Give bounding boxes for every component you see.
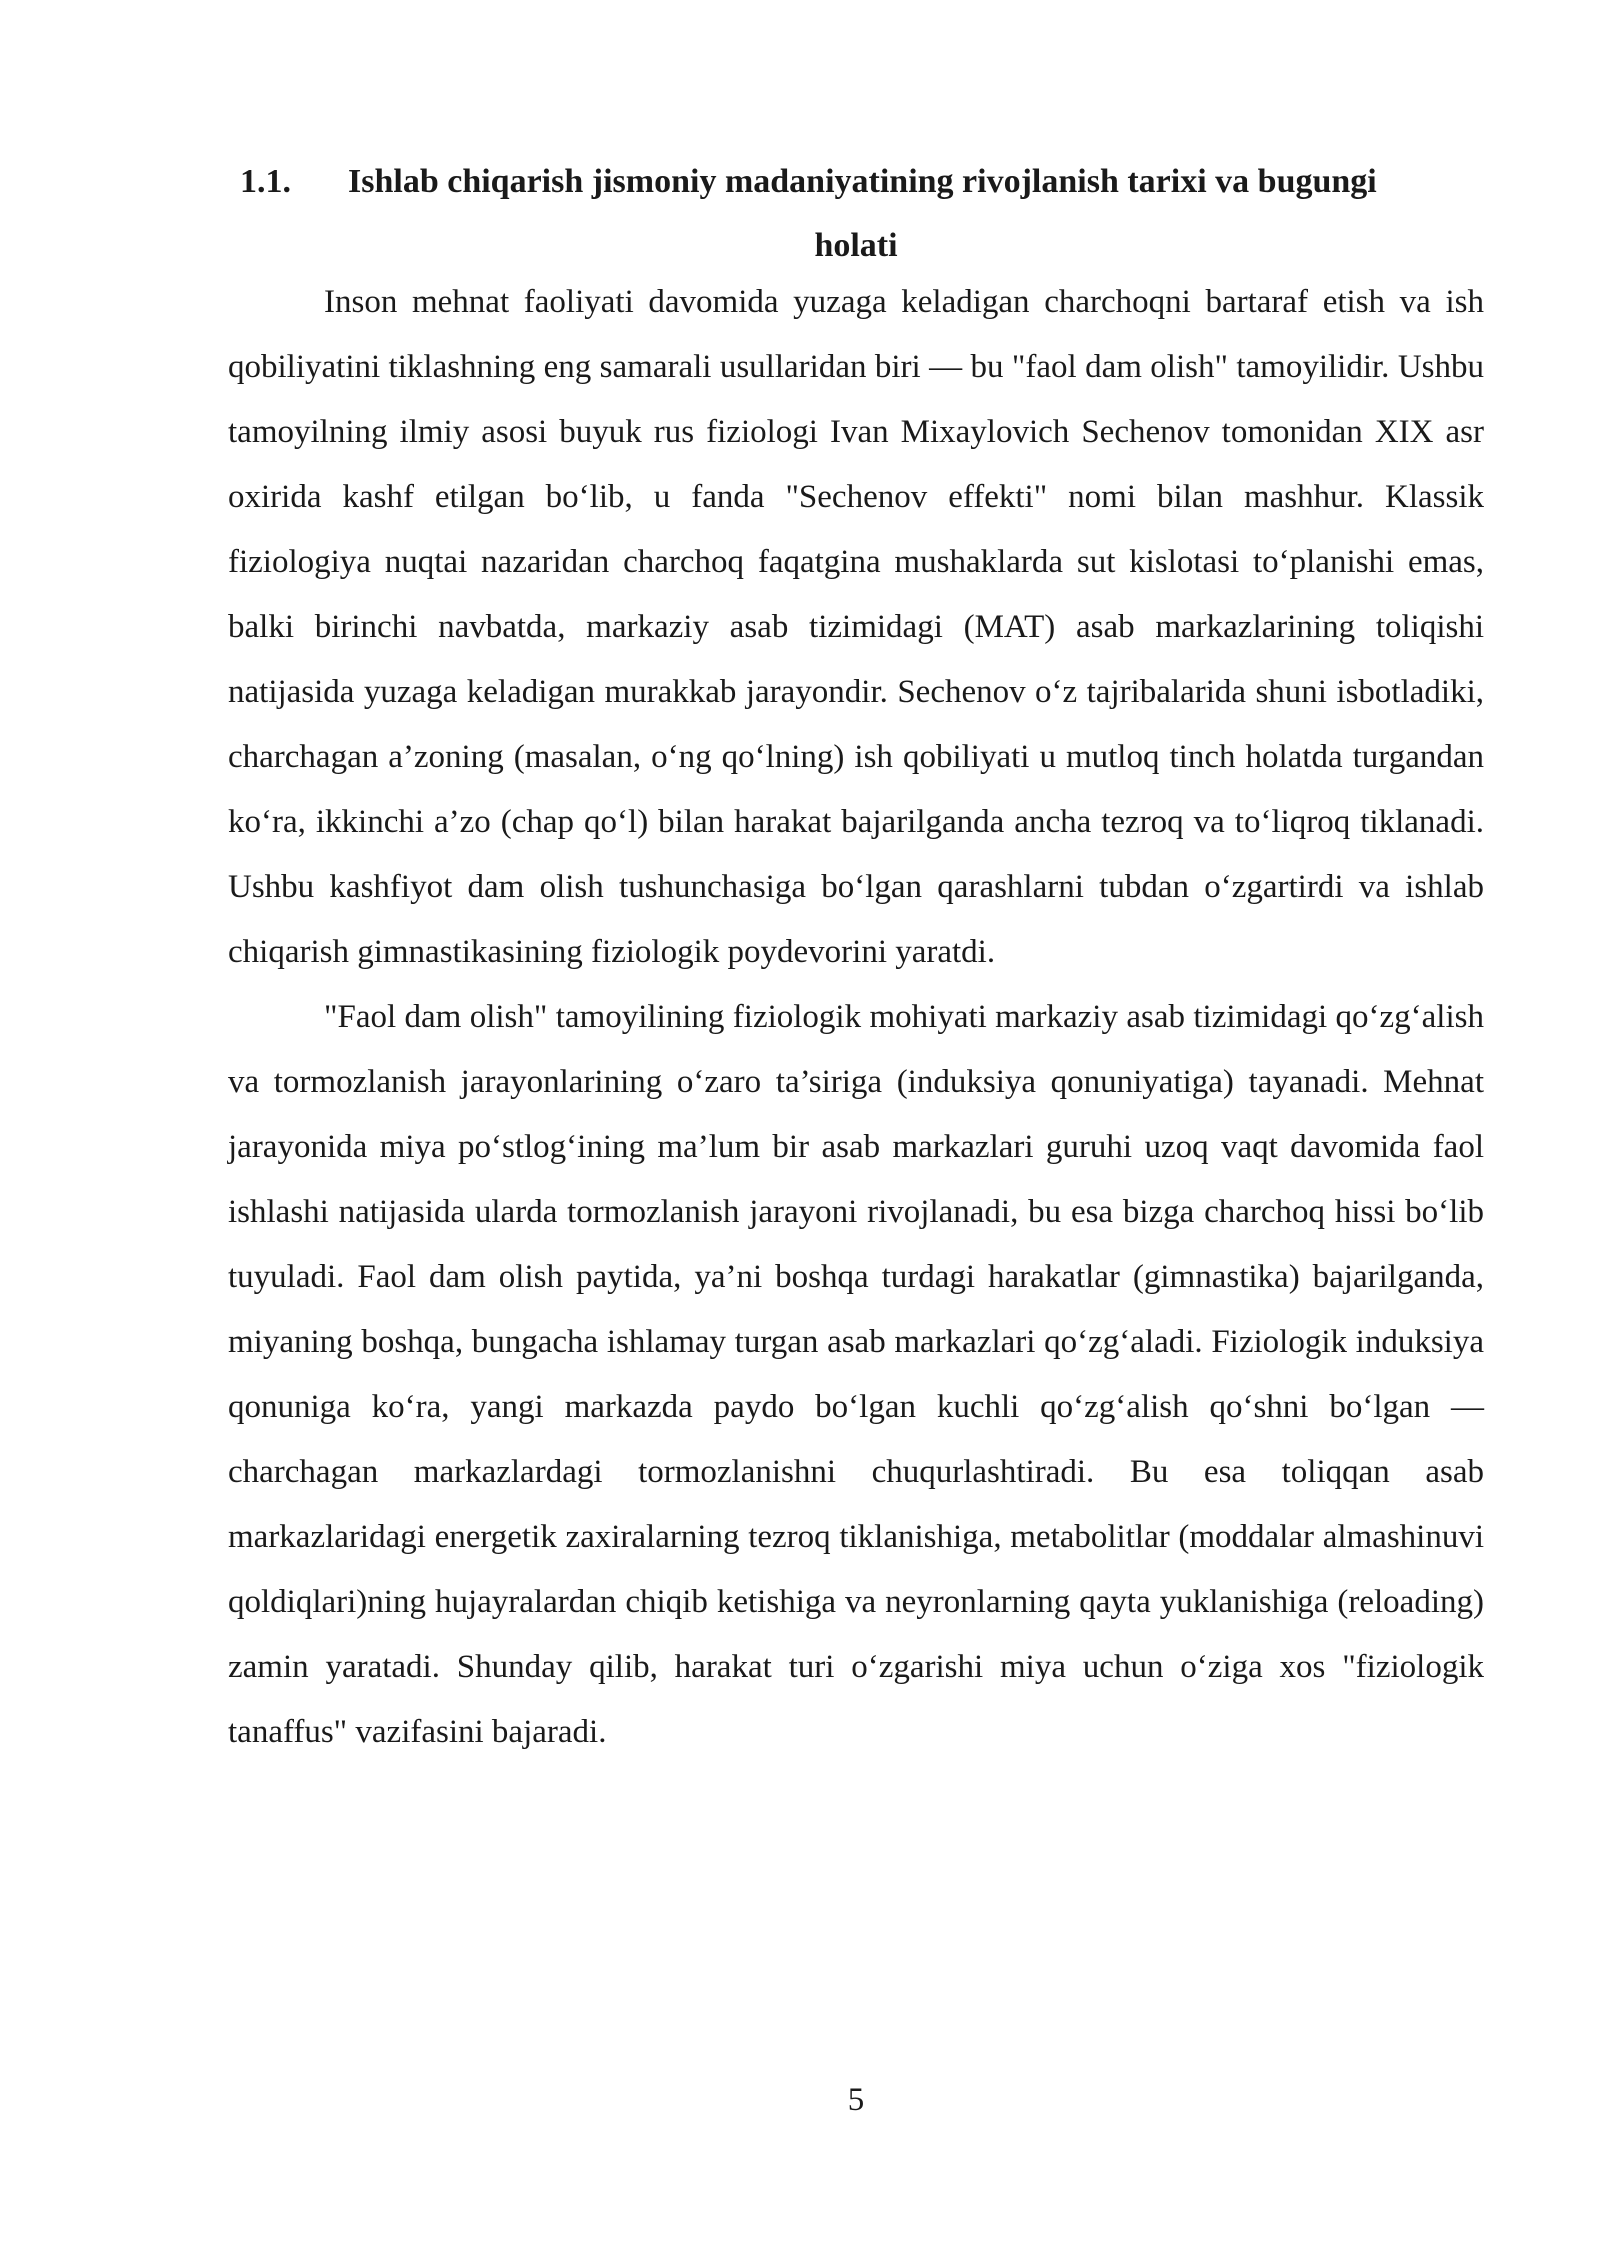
section-title-line2: holati [814, 227, 898, 264]
section-heading [228, 150, 1484, 278]
page-number: 5 [847, 2082, 865, 2118]
paragraph-1: Inson mehnat faoliyati davomida yuzaga keladigan charchoqni bartaraf etish va ish qobiliyatini tiklashning eng samarali usullaridan biri — bu "faol dam olish" tamoyilidir. Ushbu tamoyilning ilmiy asosi buyuk rus fiziologi Ivan Mixaylovich Sechenov tomonidan XIX asr oxirida kashf etilgan bo‘lib, u fanda "Sechenov effekti" nomi bilan mashhur. Klassik fiziologiya nuqtai nazaridan charchoq faqatgina mushaklarda sut kislotasi to‘planishi emas, balki birinchi navbatda, markaziy asab tizimidagi (MAT) asab markazlarining toliqishi natijasida yuzaga keladigan murakkab jarayondir. Sechenov o‘z tajribalarida shuni isbotladiki, charchagan a’zoning (masalan, o‘ng qo‘lning) ish qobiliyati u mutloq tinch holatda turgandan ko‘ra, ikkinchi a’zo (chap qo‘l) bilan harakat bajarilganda ancha tezroq va to‘liqroq tiklanadi. Ushbu kashfiyot dam olish tushunchasiga bo‘lgan qarashlarni tubdan o‘zgartirdi va ishlab chiqarish gimnastikasining fiziologik poydevorini yaratdi. [228, 284, 1484, 970]
body-text [228, 270, 1484, 1765]
section-heading-line1 [228, 150, 1484, 214]
section-title-line1: Ishlab chiqarish jismoniy madaniyatining rivojlanish tarixi va bugungi [348, 163, 1377, 200]
section-number: 1.1. [240, 163, 291, 200]
paragraph-2: "Faol dam olish" tamoyilining fiziologik mohiyati markaziy asab tizimidagi qo‘zg‘alish va tormozlanish jarayonlarining o‘zaro ta’siriga (induksiya qonuniyatiga) tayanadi. Mehnat jarayonida miya po‘stlog‘ining ma’lum bir asab markazlari guruhi uzoq vaqt davomida faol ishlashi natijasida ularda tormozlanish jarayoni rivojlanadi, bu esa bizga charchoq hissi bo‘lib tuyuladi. Faol dam olish paytida, ya’ni boshqa turdagi harakatlar (gimnastika) bajarilganda, miyaning boshqa, bungacha ishlamay turgan asab markazlari qo‘zg‘aladi. Fiziologik induksiya qonuniga ko‘ra, yangi markazda paydo bo‘lgan kuchli qo‘zg‘alish qo‘shni bo‘lgan — charchagan markazlardagi tormozlanishni chuqurlashtiradi. Bu esa toliqqan asab markazlaridagi energetik zaxiralarning tezroq tiklanishiga, metabolitlar (moddalar almashinuvi qoldiqlari)ning hujayralardan chiqib ketishiga va neyronlarning qayta yuklanishiga (reloading) zamin yaratadi. Shunday qilib, harakat turi o‘zgarishi miya uchun o‘ziga xos "fiziologik tanaffus" vazifasini bajaradi. [228, 999, 1484, 1750]
